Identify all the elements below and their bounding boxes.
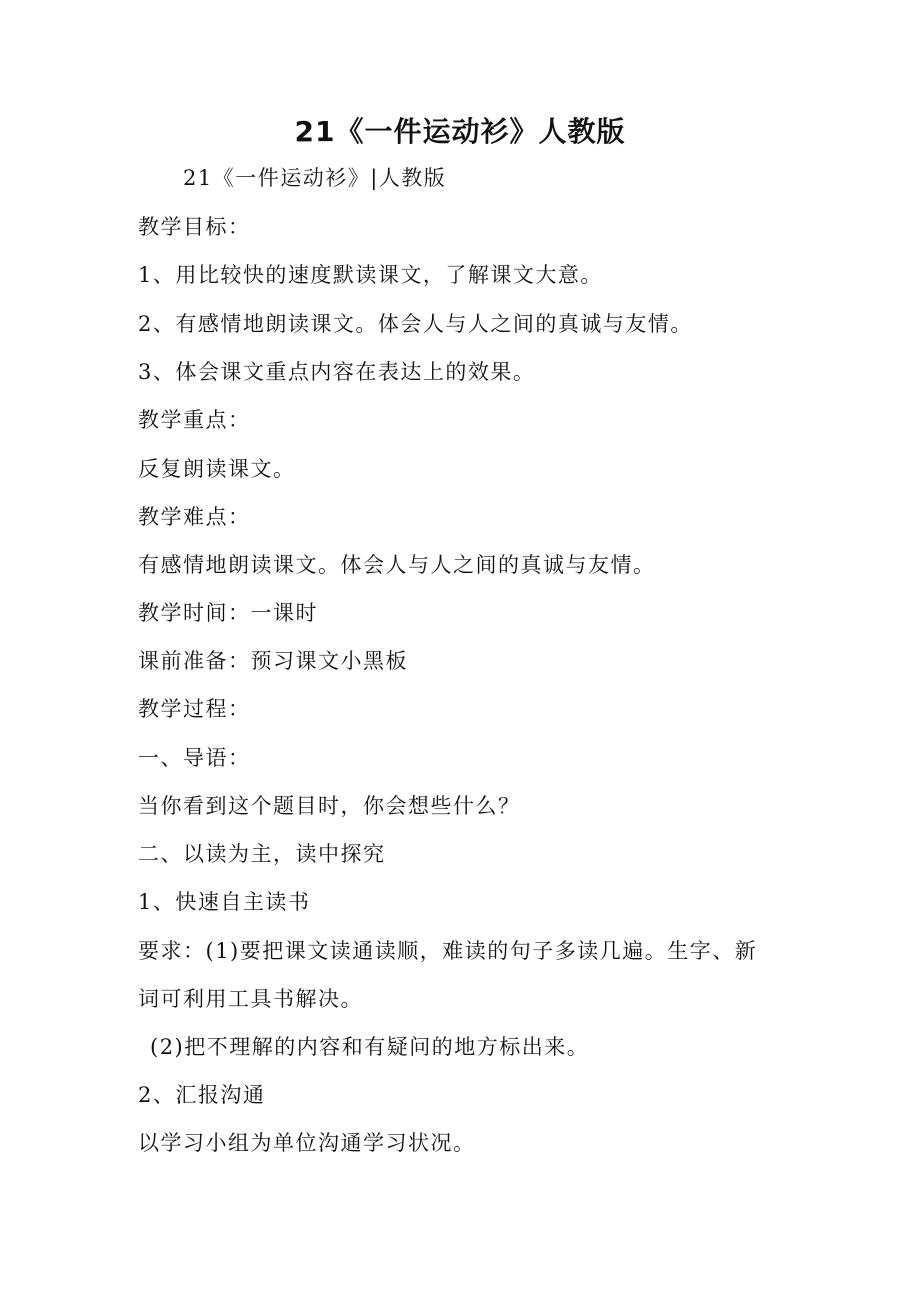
document-title: 21《一件运动衫》人教版: [294, 115, 626, 148]
requirement-text-line-2: 词可利用工具书解决。: [138, 987, 363, 1011]
process-step-1-text: 当你看到这个题目时，你会想些什么？: [138, 794, 521, 818]
process-substep-2-heading: 2、汇报沟通: [138, 1083, 266, 1107]
key-point-text: 反复朗读课文。: [138, 457, 296, 481]
process-step-2-heading: 二、以读为主，读中探究: [138, 842, 386, 866]
section-heading-objectives: 教学目标：: [138, 215, 251, 239]
process-substep-2-text: 以学习小组为单位沟通学习状况。: [138, 1131, 476, 1155]
section-heading-difficulties: 教学难点：: [138, 505, 251, 529]
objective-item-3: 3、体会课文重点内容在表达上的效果。: [138, 360, 536, 384]
document-subtitle: 21《一件运动衫》|人教版: [183, 166, 447, 190]
section-heading-process: 教学过程：: [138, 697, 251, 721]
requirement-text-line-3: (2)把不理解的内容和有疑问的地方标出来。: [150, 1035, 590, 1059]
difficulty-text: 有感情地朗读课文。体会人与人之间的真诚与友情。: [138, 553, 656, 577]
process-substep-1-heading: 1、快速自主读书: [138, 890, 311, 914]
teaching-time: 教学时间：一课时: [138, 601, 318, 625]
objective-item-1: 1、用比较快的速度默读课文，了解课文大意。: [138, 263, 603, 287]
process-step-1-heading: 一、导语：: [138, 746, 251, 770]
requirement-text-line-1: 要求：(1)要把课文读通读顺，难读的句子多读几遍。生字、新: [138, 939, 758, 963]
section-heading-key-points: 教学重点：: [138, 408, 251, 432]
preparation: 课前准备：预习课文小黑板: [138, 649, 408, 673]
objective-item-2: 2、有感情地朗读课文。体会人与人之间的真诚与友情。: [138, 312, 693, 336]
